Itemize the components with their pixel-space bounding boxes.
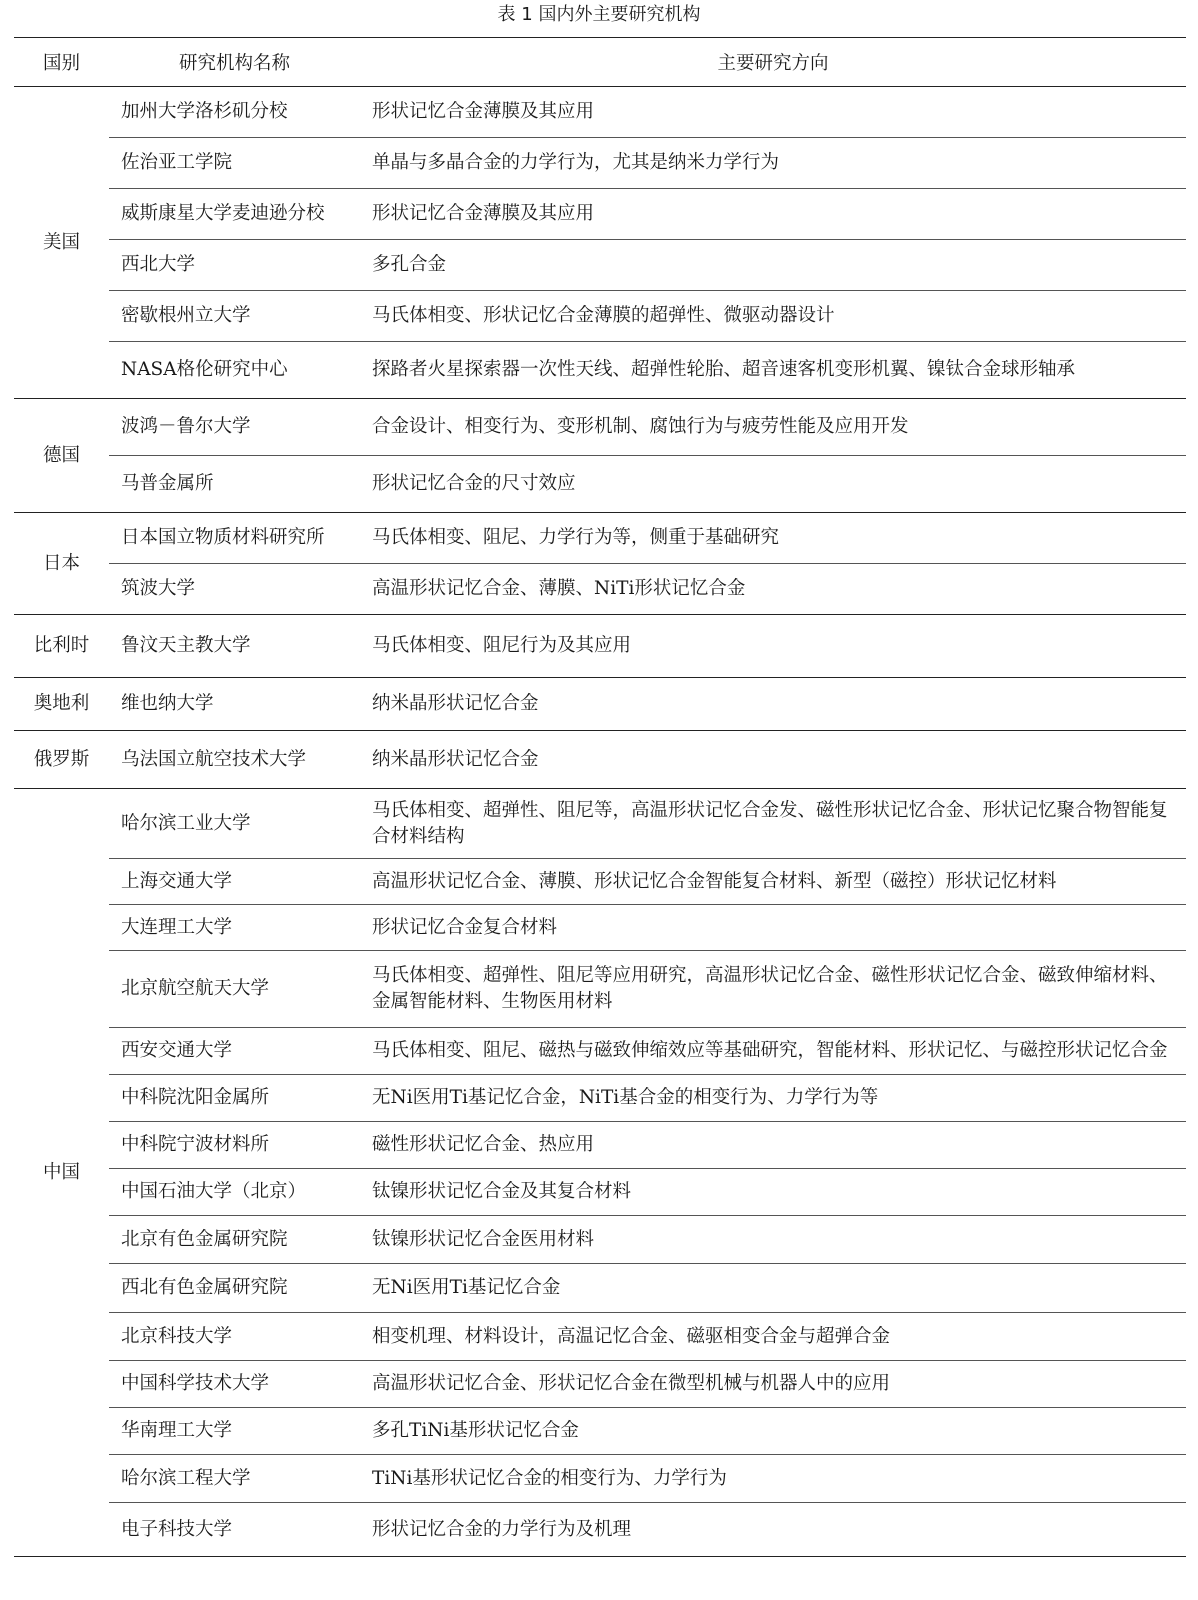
table-row xyxy=(14,1169,1186,1216)
institution-cell: 电子科技大学 xyxy=(109,1503,360,1557)
table-row xyxy=(14,1503,1186,1557)
table-row xyxy=(14,399,1186,456)
direction-cell: 高温形状记忆合金、薄膜、形状记忆合金智能复合材料、新型（磁控）形状记忆材料 xyxy=(360,859,1186,905)
direction-cell: 钛镍形状记忆合金医用材料 xyxy=(360,1216,1186,1264)
table-row xyxy=(14,615,1186,678)
country-cell: 俄罗斯 xyxy=(14,731,109,789)
institution-cell: 中科院沈阳金属所 xyxy=(109,1075,360,1122)
direction-cell: 形状记忆合金薄膜及其应用 xyxy=(360,189,1186,240)
country-cell: 中国 xyxy=(14,789,109,1557)
table-row xyxy=(14,859,1186,905)
table-row xyxy=(14,789,1186,859)
direction-cell: 多孔TiNi基形状记忆合金 xyxy=(360,1408,1186,1455)
direction-cell: 高温形状记忆合金、形状记忆合金在微型机械与机器人中的应用 xyxy=(360,1361,1186,1408)
institution-cell: 华南理工大学 xyxy=(109,1408,360,1455)
direction-cell: 无Ni医用Ti基记忆合金 xyxy=(360,1264,1186,1313)
direction-cell: 马氏体相变、阻尼、力学行为等，侧重于基础研究 xyxy=(360,513,1186,564)
direction-cell: 相变机理、材料设计，高温记忆合金、磁驱相变合金与超弹合金 xyxy=(360,1313,1186,1361)
table-row xyxy=(14,1122,1186,1169)
institution-cell: 北京航空航天大学 xyxy=(109,951,360,1028)
institution-cell: 中国科学技术大学 xyxy=(109,1361,360,1408)
table-row xyxy=(14,951,1186,1028)
country-cell: 比利时 xyxy=(14,615,109,678)
direction-cell: 合金设计、相变行为、变形机制、腐蚀行为与疲劳性能及应用开发 xyxy=(360,399,1186,456)
table-row xyxy=(14,1455,1186,1503)
institution-cell: 北京有色金属研究院 xyxy=(109,1216,360,1264)
direction-cell: 马氏体相变、形状记忆合金薄膜的超弹性、微驱动器设计 xyxy=(360,291,1186,342)
table-row xyxy=(14,905,1186,951)
table-caption: 表 1 国内外主要研究机构 xyxy=(497,4,701,25)
country-cell: 日本 xyxy=(14,513,109,615)
table-row xyxy=(14,731,1186,789)
table-row xyxy=(14,138,1186,189)
institution-cell: 加州大学洛杉矶分校 xyxy=(109,87,360,138)
table-row xyxy=(14,1216,1186,1264)
direction-cell: 高温形状记忆合金、薄膜、NiTi形状记忆合金 xyxy=(360,564,1186,615)
header-direction: 主要研究方向 xyxy=(360,38,1186,87)
institution-cell: 西北大学 xyxy=(109,240,360,291)
country-cell: 奥地利 xyxy=(14,678,109,731)
table-header-row xyxy=(14,38,1186,87)
institution-cell: 波鸿－鲁尔大学 xyxy=(109,399,360,456)
direction-cell: 单晶与多晶合金的力学行为，尤其是纳米力学行为 xyxy=(360,138,1186,189)
direction-cell: 马氏体相变、超弹性、阻尼等，高温形状记忆合金发、磁性形状记忆合金、形状记忆聚合物智能复合材料结构 xyxy=(360,789,1186,859)
institution-cell: 维也纳大学 xyxy=(109,678,360,731)
table-row xyxy=(14,678,1186,731)
table-row xyxy=(14,1264,1186,1313)
table-row xyxy=(14,564,1186,615)
table-row xyxy=(14,291,1186,342)
table-row xyxy=(14,1075,1186,1122)
country-cell: 美国 xyxy=(14,87,109,399)
table-row xyxy=(14,456,1186,513)
direction-cell: 形状记忆合金的尺寸效应 xyxy=(360,456,1186,513)
institution-cell: 中科院宁波材料所 xyxy=(109,1122,360,1169)
institution-cell: 大连理工大学 xyxy=(109,905,360,951)
direction-cell: 探路者火星探索器一次性天线、超弹性轮胎、超音速客机变形机翼、镍钛合金球形轴承 xyxy=(360,342,1186,399)
institution-cell: 佐治亚工学院 xyxy=(109,138,360,189)
institution-cell: 威斯康星大学麦迪逊分校 xyxy=(109,189,360,240)
table-row xyxy=(14,1361,1186,1408)
country-cell: 德国 xyxy=(14,399,109,513)
table-row xyxy=(14,513,1186,564)
institution-cell: 西北有色金属研究院 xyxy=(109,1264,360,1313)
direction-cell: 马氏体相变、阻尼行为及其应用 xyxy=(360,615,1186,678)
direction-cell: 形状记忆合金复合材料 xyxy=(360,905,1186,951)
direction-cell: 磁性形状记忆合金、热应用 xyxy=(360,1122,1186,1169)
institution-cell: 乌法国立航空技术大学 xyxy=(109,731,360,789)
direction-cell: 形状记忆合金薄膜及其应用 xyxy=(360,87,1186,138)
table-row xyxy=(14,87,1186,138)
institution-cell: 上海交通大学 xyxy=(109,859,360,905)
direction-cell: 多孔合金 xyxy=(360,240,1186,291)
institution-cell: 中国石油大学（北京） xyxy=(109,1169,360,1216)
table-row xyxy=(14,1313,1186,1361)
table-row xyxy=(14,342,1186,399)
header-country: 国别 xyxy=(14,38,109,87)
direction-cell: TiNi基形状记忆合金的相变行为、力学行为 xyxy=(360,1455,1186,1503)
direction-cell: 马氏体相变、阻尼、磁热与磁致伸缩效应等基础研究，智能材料、形状记忆、与磁控形状记忆合金 xyxy=(360,1028,1186,1075)
institution-cell: 筑波大学 xyxy=(109,564,360,615)
institution-cell: 鲁汶天主教大学 xyxy=(109,615,360,678)
header-institution: 研究机构名称 xyxy=(109,38,360,87)
direction-cell: 无Ni医用Ti基记忆合金，NiTi基合金的相变行为、力学行为等 xyxy=(360,1075,1186,1122)
direction-cell: 钛镍形状记忆合金及其复合材料 xyxy=(360,1169,1186,1216)
institution-cell: 哈尔滨工业大学 xyxy=(109,789,360,859)
direction-cell: 形状记忆合金的力学行为及机理 xyxy=(360,1503,1186,1557)
table-row xyxy=(14,1408,1186,1455)
table-row xyxy=(14,240,1186,291)
institution-cell: NASA格伦研究中心 xyxy=(109,342,360,399)
institution-cell: 马普金属所 xyxy=(109,456,360,513)
institution-cell: 北京科技大学 xyxy=(109,1313,360,1361)
institution-cell: 西安交通大学 xyxy=(109,1028,360,1075)
institution-cell: 哈尔滨工程大学 xyxy=(109,1455,360,1503)
institution-cell: 密歇根州立大学 xyxy=(109,291,360,342)
institution-cell: 日本国立物质材料研究所 xyxy=(109,513,360,564)
direction-cell: 马氏体相变、超弹性、阻尼等应用研究，高温形状记忆合金、磁性形状记忆合金、磁致伸缩材料、金属智能材料、生物医用材料 xyxy=(360,951,1186,1028)
direction-cell: 纳米晶形状记忆合金 xyxy=(360,731,1186,789)
direction-cell: 纳米晶形状记忆合金 xyxy=(360,678,1186,731)
table-row xyxy=(14,1028,1186,1075)
table-row xyxy=(14,189,1186,240)
research-institutions-table xyxy=(14,37,1186,1557)
table-body xyxy=(14,87,1186,1557)
